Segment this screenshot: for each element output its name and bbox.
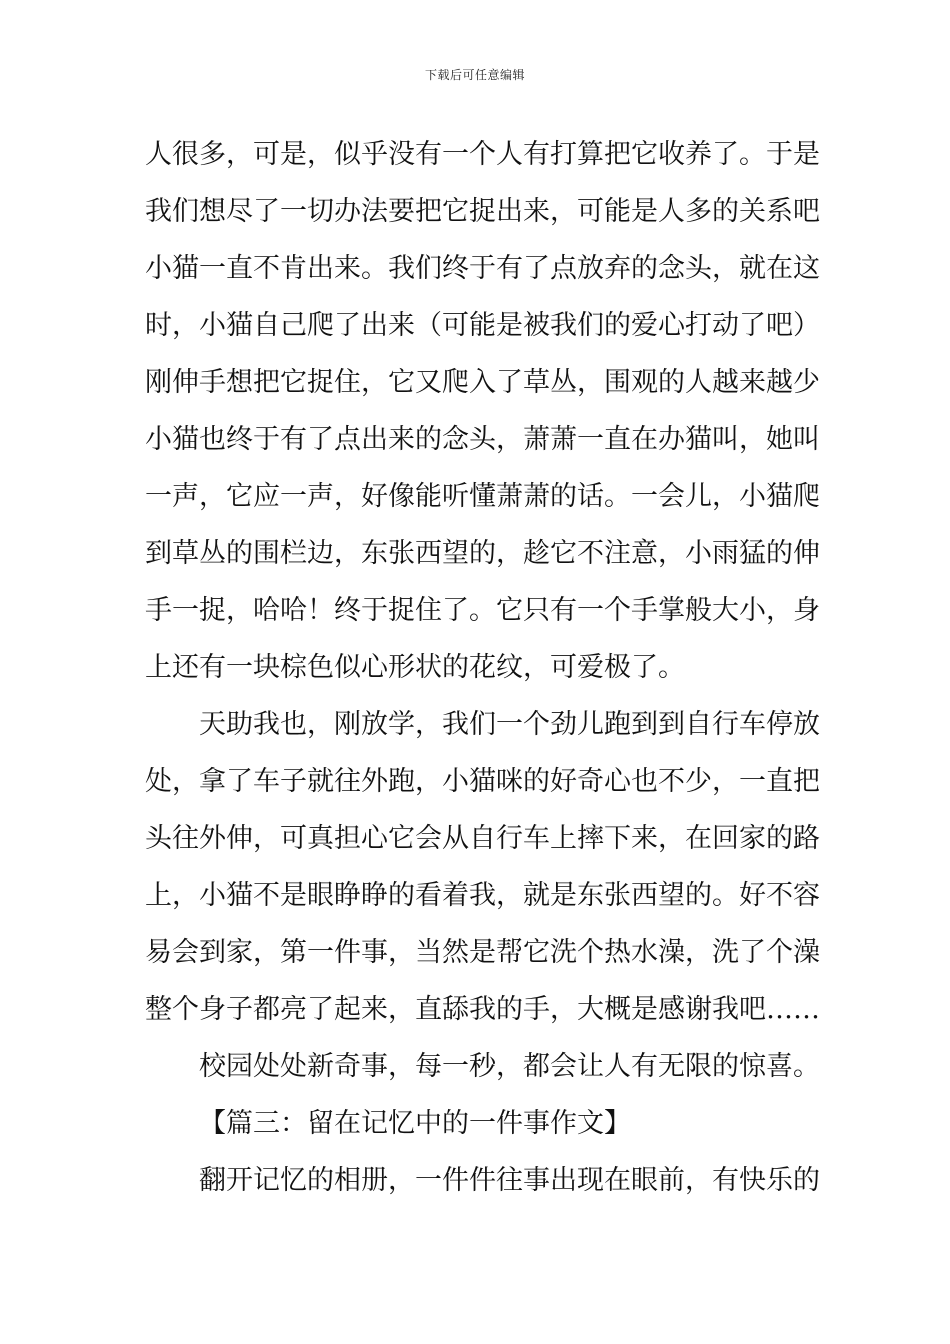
paragraph-start-line: 校园处处新奇事，每一秒，都会让人有无限的惊喜。 <box>199 1051 820 1082</box>
text-line: 上还有一块棕色似心形状的花纹，可爱极了。 <box>145 652 685 683</box>
text-line: 头往外伸，可真担心它会从自行车上摔下来，在回家的路 <box>145 823 820 854</box>
text-line: 人很多，可是，似乎没有一个人有打算把它收养了。于是 <box>145 139 820 170</box>
text-line: 手一捉，哈哈！终于捉住了。它只有一个手掌般大小，身 <box>145 595 820 626</box>
text-line: 我们想尽了一切办法要把它捉出来，可能是人多的关系吧 <box>145 196 820 227</box>
page-header: 下载后可任意编辑 <box>424 68 525 82</box>
document-body <box>145 126 825 1209</box>
text-line: 时，小猫自己爬了出来（可能是被我们的爱心打动了吧） <box>145 310 820 341</box>
text-line: 小猫也终于有了点出来的念头，萧萧一直在办猫叫，她叫 <box>145 424 820 455</box>
text-line: 易会到家，第一件事，当然是帮它洗个热水澡，洗了个澡 <box>145 937 820 968</box>
text-line: 上，小猫不是眼睁睁的看着我，就是东张西望的。好不容 <box>145 880 820 911</box>
text-line: 小猫一直不肯出来。我们终于有了点放弃的念头，就在这 <box>145 253 820 284</box>
paragraph-start-line: 翻开记忆的相册，一件件往事出现在眼前，有快乐的 <box>199 1165 820 1196</box>
paragraph-start-line: 天助我也，刚放学，我们一个劲儿跑到到自行车停放 <box>199 709 820 740</box>
text-line: 一声，它应一声，好像能听懂萧萧的话。一会儿，小猫爬 <box>145 481 820 512</box>
text-line: 刚伸手想把它捉住，它又爬入了草丛，围观的人越来越少 <box>145 367 820 398</box>
section-heading: 【篇三：留在记忆中的一件事作文】 <box>199 1108 631 1139</box>
text-line: 整个身子都亮了起来，直舔我的手，大概是感谢我吧…… <box>145 994 820 1025</box>
text-line: 处，拿了车子就往外跑，小猫咪的好奇心也不少，一直把 <box>145 766 820 797</box>
text-line: 到草丛的围栏边，东张西望的，趁它不注意，小雨猛的伸 <box>145 538 820 569</box>
